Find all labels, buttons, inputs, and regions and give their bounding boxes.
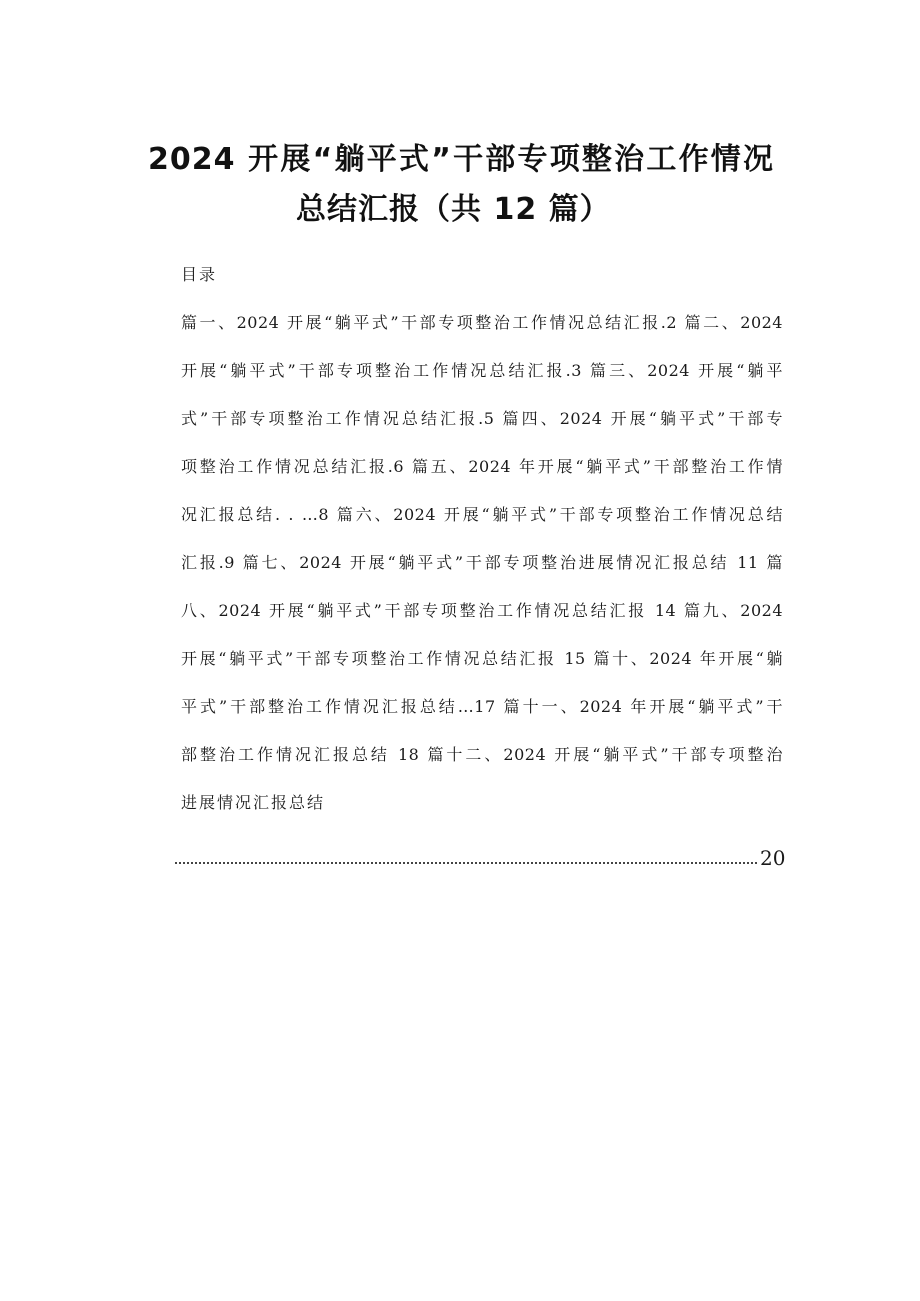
toc-heading: 目录 bbox=[181, 265, 218, 284]
toc-line: 八、2024 开展“躺平式”干部专项整治工作情况总结汇报 14 篇九、2024 bbox=[181, 601, 783, 620]
toc-final-page-number: 20 bbox=[760, 846, 786, 870]
toc-line: 开展“躺平式”干部专项整治工作情况总结汇报.3 篇三、2024 开展“躺平 bbox=[181, 361, 783, 380]
toc-line: 项整治工作情况总结汇报.6 篇五、2024 年开展“躺平式”干部整治工作情 bbox=[181, 457, 783, 476]
toc-dot-leader bbox=[175, 856, 757, 864]
toc-line: 进展情况汇报总结 bbox=[181, 793, 326, 812]
toc-line: 平式”干部整治工作情况汇报总结…17 篇十一、2024 年开展“躺平式”干 bbox=[181, 697, 783, 716]
toc-line: 篇一、2024 开展“躺平式”干部专项整治工作情况总结汇报.2 篇二、2024 bbox=[181, 313, 783, 332]
toc-body bbox=[181, 299, 783, 827]
document-title-line-1: 2024 开展“躺平式”干部专项整治工作情况 bbox=[148, 142, 774, 177]
toc-line: 汇报.9 篇七、2024 开展“躺平式”干部专项整治进展情况汇报总结 11 篇 bbox=[181, 553, 783, 572]
toc-line: 部整治工作情况汇报总结 18 篇十二、2024 开展“躺平式”干部专项整治 bbox=[181, 745, 783, 764]
toc-line: 式”干部专项整治工作情况总结汇报.5 篇四、2024 开展“躺平式”干部专 bbox=[181, 409, 783, 428]
document-title-line-2: 总结汇报（共 12 篇） bbox=[296, 192, 611, 227]
toc-line: 开展“躺平式”干部专项整治工作情况总结汇报 15 篇十、2024 年开展“躺 bbox=[181, 649, 783, 668]
toc-line: 况汇报总结. . …8 篇六、2024 开展“躺平式”干部专项整治工作情况总结 bbox=[181, 505, 783, 524]
